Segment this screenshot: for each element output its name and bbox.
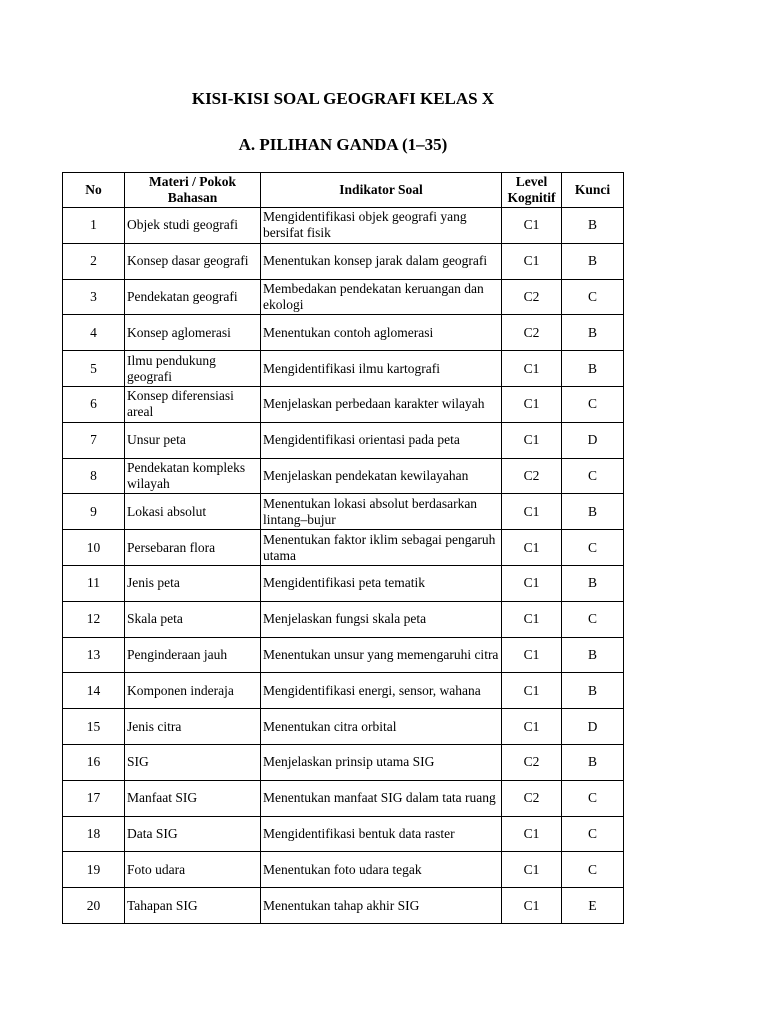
cell-level: C1 — [502, 386, 562, 422]
cell-kunci: E — [562, 888, 624, 924]
cell-materi: Data SIG — [125, 816, 261, 852]
cell-kunci: B — [562, 494, 624, 530]
table-row — [63, 637, 624, 673]
cell-kunci: B — [562, 673, 624, 709]
cell-materi: Skala peta — [125, 601, 261, 637]
cell-no: 9 — [63, 494, 125, 530]
table-row — [63, 315, 624, 351]
cell-materi: Konsep dasar geografi — [125, 243, 261, 279]
header-level: Level Kognitif — [502, 173, 562, 208]
cell-indikator: Menjelaskan pendekatan kewilayahan — [261, 458, 502, 494]
cell-no: 15 — [63, 709, 125, 745]
cell-kunci: D — [562, 709, 624, 745]
cell-level: C2 — [502, 458, 562, 494]
table-row — [63, 422, 624, 458]
cell-level: C2 — [502, 780, 562, 816]
table-row — [63, 494, 624, 530]
cell-indikator: Menentukan citra orbital — [261, 709, 502, 745]
table-row — [63, 673, 624, 709]
header-materi: Materi / Pokok Bahasan — [125, 173, 261, 208]
cell-level: C1 — [502, 816, 562, 852]
table-row — [63, 243, 624, 279]
document-title: KISI-KISI SOAL GEOGRAFI KELAS X — [191, 89, 495, 108]
cell-level: C1 — [502, 637, 562, 673]
table-row — [63, 208, 624, 244]
cell-indikator: Mengidentifikasi orientasi pada peta — [261, 422, 502, 458]
cell-kunci: C — [562, 458, 624, 494]
cell-materi: Tahapan SIG — [125, 888, 261, 924]
cell-indikator: Menentukan contoh aglomerasi — [261, 315, 502, 351]
cell-kunci: B — [562, 637, 624, 673]
header-indikator: Indikator Soal — [261, 173, 502, 208]
cell-level: C1 — [502, 422, 562, 458]
table-row — [63, 744, 624, 780]
table-row — [63, 816, 624, 852]
cell-level: C1 — [502, 673, 562, 709]
cell-kunci: D — [562, 422, 624, 458]
cell-indikator: Menentukan faktor iklim sebagai pengaruh utama — [261, 530, 502, 566]
cell-indikator: Menjelaskan fungsi skala peta — [261, 601, 502, 637]
cell-indikator: Menentukan lokasi absolut berdasarkan lintang–bujur — [261, 494, 502, 530]
table-row — [63, 601, 624, 637]
cell-kunci: B — [562, 315, 624, 351]
cell-no: 11 — [63, 565, 125, 601]
cell-level: C1 — [502, 601, 562, 637]
cell-materi: Persebaran flora — [125, 530, 261, 566]
section-title: A. PILIHAN GANDA (1–35) — [238, 135, 448, 154]
table-header-row — [63, 173, 624, 208]
cell-no: 17 — [63, 780, 125, 816]
cell-materi: Objek studi geografi — [125, 208, 261, 244]
cell-level: C1 — [502, 494, 562, 530]
cell-materi: Lokasi absolut — [125, 494, 261, 530]
cell-materi: Pendekatan geografi — [125, 279, 261, 315]
cell-materi: Pendekatan kompleks wilayah — [125, 458, 261, 494]
cell-kunci: B — [562, 208, 624, 244]
cell-level: C1 — [502, 208, 562, 244]
cell-materi: Jenis citra — [125, 709, 261, 745]
cell-no: 12 — [63, 601, 125, 637]
cell-kunci: B — [562, 565, 624, 601]
cell-no: 13 — [63, 637, 125, 673]
cell-no: 20 — [63, 888, 125, 924]
cell-materi: Ilmu pendukung geografi — [125, 351, 261, 387]
cell-kunci: C — [562, 279, 624, 315]
cell-no: 10 — [63, 530, 125, 566]
cell-no: 7 — [63, 422, 125, 458]
cell-materi: Foto udara — [125, 852, 261, 888]
cell-materi: Konsep diferensiasi areal — [125, 386, 261, 422]
cell-materi: Manfaat SIG — [125, 780, 261, 816]
cell-level: C2 — [502, 315, 562, 351]
cell-kunci: C — [562, 530, 624, 566]
cell-indikator: Menjelaskan prinsip utama SIG — [261, 744, 502, 780]
cell-materi: Konsep aglomerasi — [125, 315, 261, 351]
cell-indikator: Mengidentifikasi bentuk data raster — [261, 816, 502, 852]
header-kunci: Kunci — [562, 173, 624, 208]
cell-level: C1 — [502, 351, 562, 387]
header-no: No — [63, 173, 125, 208]
cell-no: 4 — [63, 315, 125, 351]
cell-kunci: B — [562, 351, 624, 387]
table-row — [63, 888, 624, 924]
cell-kunci: C — [562, 780, 624, 816]
cell-indikator: Mengidentifikasi ilmu kartografi — [261, 351, 502, 387]
cell-kunci: C — [562, 601, 624, 637]
cell-level: C1 — [502, 565, 562, 601]
cell-no: 16 — [63, 744, 125, 780]
cell-no: 14 — [63, 673, 125, 709]
cell-no: 5 — [63, 351, 125, 387]
cell-no: 19 — [63, 852, 125, 888]
cell-indikator: Menentukan manfaat SIG dalam tata ruang — [261, 780, 502, 816]
cell-no: 3 — [63, 279, 125, 315]
cell-indikator: Menentukan foto udara tegak — [261, 852, 502, 888]
cell-level: C2 — [502, 279, 562, 315]
cell-kunci: B — [562, 744, 624, 780]
cell-materi: Unsur peta — [125, 422, 261, 458]
cell-kunci: C — [562, 852, 624, 888]
cell-indikator: Mengidentifikasi peta tematik — [261, 565, 502, 601]
cell-kunci: B — [562, 243, 624, 279]
table-row — [63, 709, 624, 745]
table-row — [63, 565, 624, 601]
cell-level: C1 — [502, 852, 562, 888]
cell-level: C1 — [502, 243, 562, 279]
cell-level: C1 — [502, 709, 562, 745]
question-grid-table — [62, 172, 624, 924]
cell-kunci: C — [562, 386, 624, 422]
cell-indikator: Mengidentifikasi objek geografi yang bersifat fisik — [261, 208, 502, 244]
cell-level: C1 — [502, 888, 562, 924]
cell-materi: Jenis peta — [125, 565, 261, 601]
cell-no: 8 — [63, 458, 125, 494]
cell-no: 2 — [63, 243, 125, 279]
cell-indikator: Mengidentifikasi energi, sensor, wahana — [261, 673, 502, 709]
cell-materi: Penginderaan jauh — [125, 637, 261, 673]
cell-level: C1 — [502, 530, 562, 566]
cell-indikator: Membedakan pendekatan keruangan dan ekologi — [261, 279, 502, 315]
table-row — [63, 780, 624, 816]
table-body — [63, 208, 624, 924]
cell-level: C2 — [502, 744, 562, 780]
table-row — [63, 852, 624, 888]
cell-materi: SIG — [125, 744, 261, 780]
table-row — [63, 458, 624, 494]
cell-indikator: Menentukan konsep jarak dalam geografi — [261, 243, 502, 279]
table-row — [63, 386, 624, 422]
cell-materi: Komponen inderaja — [125, 673, 261, 709]
cell-indikator: Menentukan unsur yang memengaruhi citra — [261, 637, 502, 673]
table-row — [63, 351, 624, 387]
cell-indikator: Menentukan tahap akhir SIG — [261, 888, 502, 924]
table-row — [63, 279, 624, 315]
cell-no: 18 — [63, 816, 125, 852]
cell-no: 1 — [63, 208, 125, 244]
cell-kunci: C — [562, 816, 624, 852]
cell-indikator: Menjelaskan perbedaan karakter wilayah — [261, 386, 502, 422]
cell-no: 6 — [63, 386, 125, 422]
table-row — [63, 530, 624, 566]
